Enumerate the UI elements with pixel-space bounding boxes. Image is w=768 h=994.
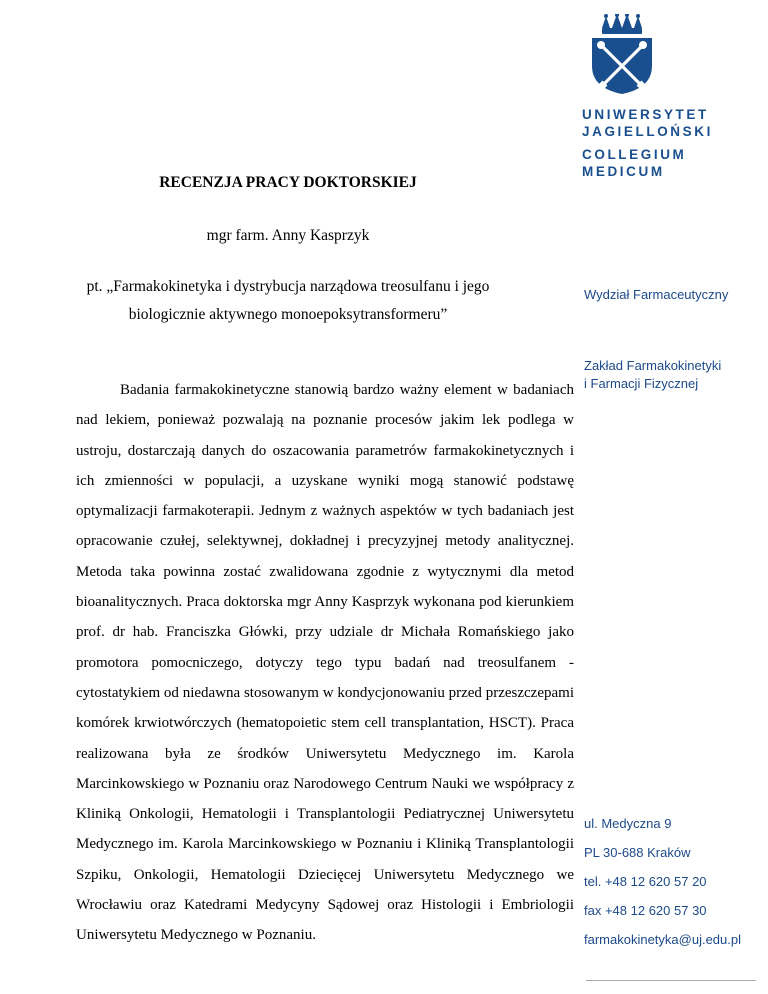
body-paragraph: Badania farmakokinetyczne stanowią bardzo ważny element w badaniach nad lekiem, ponieważ pozwalają na poznanie procesów jakim lek podlega w ustroju, dostarczają danych do oszacowania parametrów farmakokinetycznych i ich zmienności w populacji, a uzyskane wyniki mogą stanowić podstawę optymalizacji farmakoterapii. Jednym z ważnych aspektów w tych badaniach jest opracowanie czułej, selektywnej, dokładnej i precyzyjnej metody analitycznej. Metoda taka powinna zostać zwalidowana zgodnie z wytycznymi dla metod bioanalitycznych. Praca doktorska mgr Anny Kasprzyk wykonana pod kierunkiem prof. dr hab. Franciszka Główki, przy udziale dr Michała Romańskiego jako promotora pomocniczego, dotyczy tego typu badań nad treosulfanem - cytostatykiem od niedawna stosowanym w kondycjonowaniu przed przeszczepami komórek krwiotwórczych (hematopoietic stem cell transplantation, HSCT). Praca realizowana była ze środków Uniwersytetu Medycznego im. Karola Marcinkowskiego w Poznaniu oraz Narodowego Centrum Nauki we współpracy z Kliniką Onkologii, Hematologii i Transplantologii Pediatrycznej Uniwersytetu Medycznego im. Karola Marcinkowskiego w Poznaniu i Kliniką Transplantologii Szpiku, Onkologii, Hematologii Dziecięcej Uniwersytetu Medycznego we Wrocławiu oraz Katedrami Medycyny Sądowej oraz Histologii i Embriologii Uniwersytetu Medycznego w Poznaniu. (76, 382, 574, 944)
address-city: PL 30-688 Kraków (584, 845, 691, 860)
crossed-sceptres-crest-icon (588, 14, 656, 96)
logo-line-jagiellonski: JAGIELLOŃSKI (582, 124, 713, 139)
footer-divider (586, 980, 756, 981)
thesis-title-line-1: pt. „Farmakokinetyka i dystrybucja narządowa treosulfanu i jego (86, 278, 490, 295)
thesis-title-line-2: biologicznie aktywnego monoepoksytransformeru” (128, 306, 448, 323)
logo-wordmark (582, 106, 722, 180)
logo-line-medicum: MEDICUM (582, 164, 665, 179)
phone-number: tel. +48 12 620 57 20 (584, 874, 707, 889)
logo-line-collegium: COLLEGIUM (582, 147, 687, 162)
author-line: mgr farm. Anny Kasprzyk (206, 227, 370, 244)
department-line-2: i Farmacji Fizycznej (584, 376, 699, 391)
department-name (584, 357, 764, 393)
email-address: farmakokinetyka@uj.edu.pl (584, 932, 741, 947)
faculty-name: Wydział Farmaceutyczny (584, 287, 729, 302)
logo-line-uniwersytet: UNIWERSYTET (582, 107, 709, 122)
document-title: RECENZJA PRACY DOKTORSKIEJ (159, 174, 417, 191)
address-street: ul. Medyczna 9 (584, 816, 672, 831)
department-line-1: Zakład Farmakokinetyki (584, 358, 722, 373)
review-body (76, 375, 574, 951)
university-logo (582, 14, 722, 180)
fax-number: fax +48 12 620 57 30 (584, 903, 707, 918)
